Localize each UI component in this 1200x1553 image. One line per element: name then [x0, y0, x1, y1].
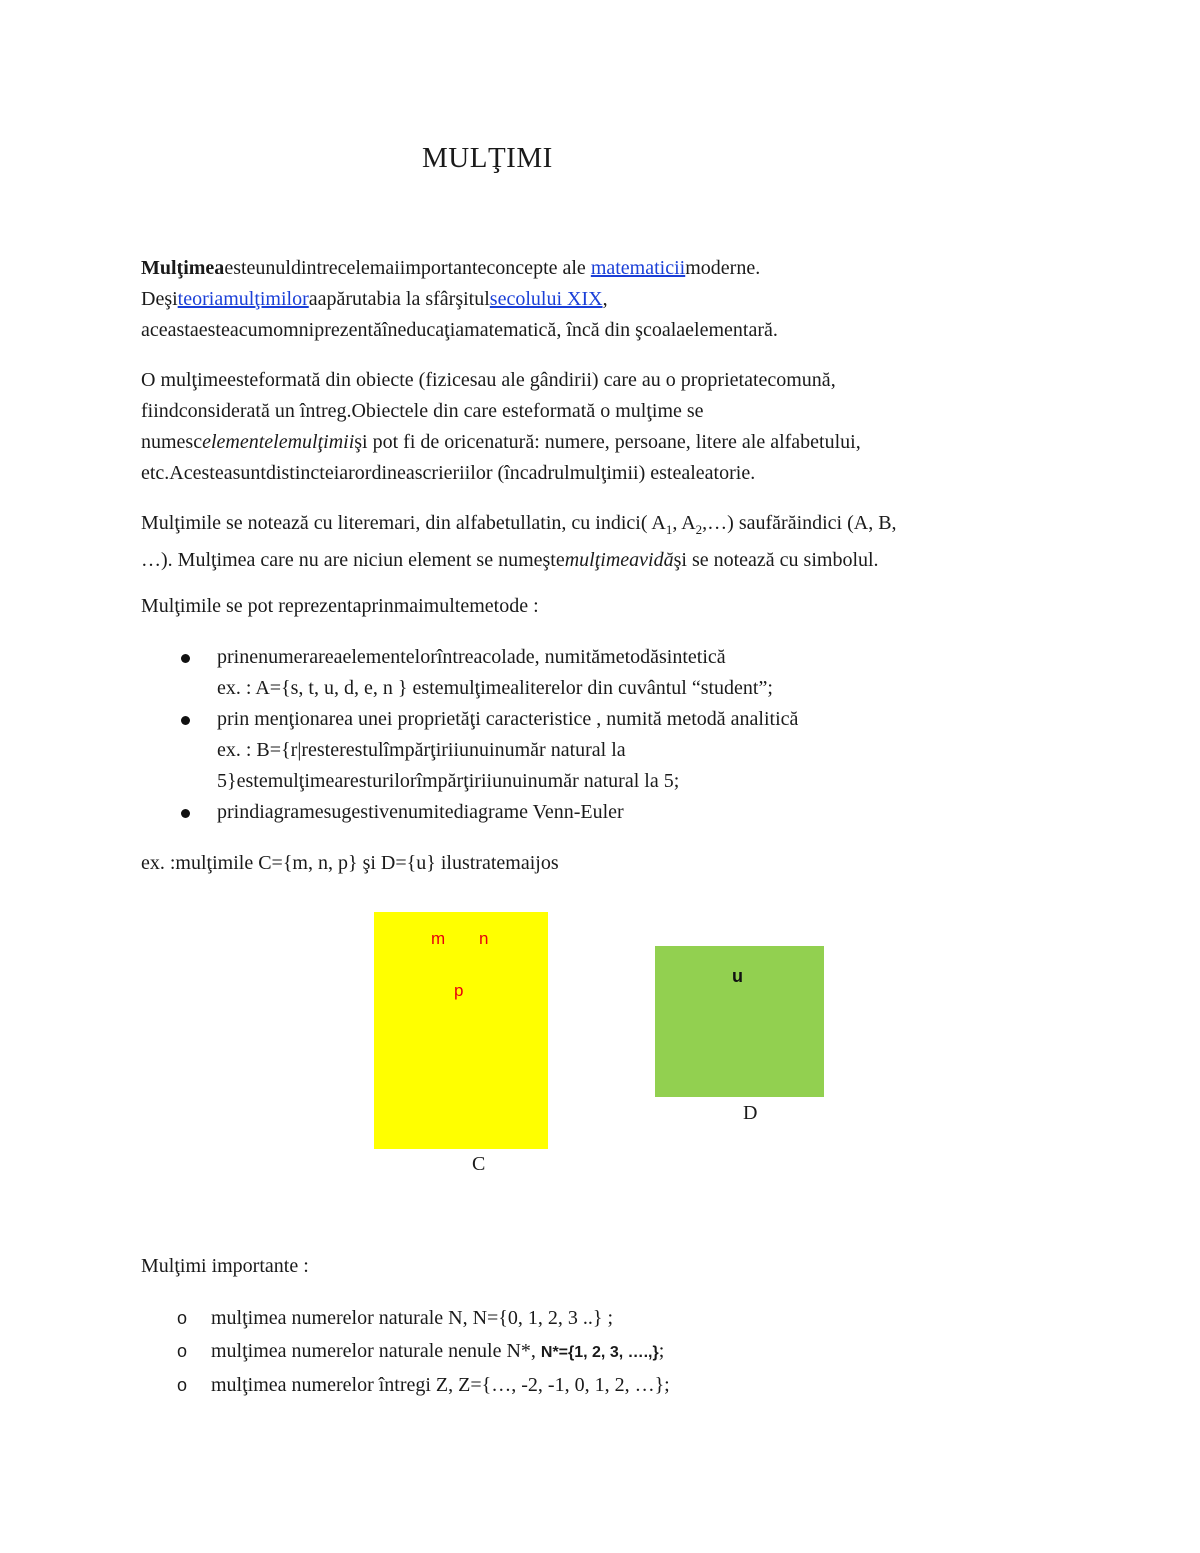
bullet-icon	[181, 654, 190, 663]
bullet-icon	[181, 809, 190, 818]
intro-text-1: esteunuldintrecelemaiimportanteconcepte ale	[224, 257, 591, 279]
definition-line-1: O mulţimeesteformată din obiecte (fizicesau ale gândirii) care au o proprietatecomună,	[141, 369, 836, 391]
intro-text-2: moderne.	[685, 257, 761, 279]
link-secolului-xix[interactable]: secolului XIX	[489, 288, 603, 310]
method-3-line-1: prindiagramesugestivenumitediagrame Venn-Euler	[217, 801, 624, 823]
method-2-line-3: 5}estemulţimearesturilorîmpărţiriiunuinumăr natural la 5;	[217, 770, 680, 792]
method-2-line-1: prin menţionarea unei proprietăţi caracteristice , numită metodă analitică	[217, 708, 799, 730]
subscript-2: 2	[695, 522, 703, 537]
important-item-2-extra: N*={1, 2, 3, ….,}	[540, 1344, 659, 1361]
set-d-element-u: u	[732, 966, 743, 986]
circle-bullet-icon: o	[177, 1308, 188, 1328]
intro-bold-term: Mulţimea	[141, 257, 225, 279]
method-1-line-1: prinenumerareaelementelorîntreacolade, numitămetodăsintetică	[217, 646, 726, 668]
intro-text-3: Deşi	[141, 288, 178, 310]
list-item	[141, 642, 1041, 704]
empty-set-term: mulţimeavidă	[564, 549, 674, 571]
circle-bullet-icon: o	[177, 1341, 188, 1361]
page-title: MULŢIMI	[422, 142, 553, 174]
definition-italic-term: elementelemulţimii	[202, 431, 355, 453]
circle-bullet-icon: o	[177, 1375, 188, 1395]
notation-mid: , A	[672, 512, 696, 534]
intro-text-4: aapărutabia la sfârşitul	[308, 288, 490, 310]
notation-line-2-pre: …). Mulţimea care nu are niciun element se numeşte	[141, 549, 565, 571]
definition-line-3-post: şi pot fi de oricenatură: numere, persoane, litere ale alfabetului,	[354, 431, 861, 453]
methods-intro: Mulţimile se pot reprezentaprinmaimultemetode :	[141, 595, 539, 617]
list-item	[141, 1369, 1041, 1402]
method-1-line-2: ex. : A={s, t, u, d, e, n } estemulţimealiterelor din cuvântul “student”;	[217, 677, 773, 699]
notation-line-1-post: ,…) saufărăindici (A, B,	[702, 512, 897, 534]
list-item	[141, 1335, 1041, 1369]
intro-paragraph	[141, 253, 1041, 346]
methods-list	[141, 642, 1041, 828]
link-teoria-multimilor[interactable]: teoriamulţimilor	[177, 288, 309, 310]
list-item	[141, 1302, 1041, 1335]
set-d-box	[655, 946, 824, 1097]
example-line: ex. :mulţimile C={m, n, p} şi D={u} ilustratemaijos	[141, 852, 559, 874]
notation-paragraph	[141, 508, 1041, 576]
important-heading: Mulţimi importante :	[141, 1255, 309, 1277]
link-matematicii[interactable]: matematicii	[590, 257, 686, 279]
list-item	[141, 704, 1041, 797]
set-c-element-n: n	[479, 929, 489, 948]
important-item-2-tail: ;	[658, 1340, 665, 1362]
subscript-1: 1	[665, 522, 673, 537]
important-item-2: mulţimea numerelor naturale nenule N*,	[211, 1340, 541, 1362]
intro-text-6: aceastaesteacumomniprezentăîneducaţiamatematică, încă din şcoalaelementară.	[141, 319, 778, 341]
set-c-element-p: p	[454, 981, 464, 1000]
set-c-label: C	[472, 1153, 486, 1175]
set-c-box	[374, 912, 548, 1149]
notation-line-1-pre: Mulţimile se notează cu literemari, din alfabetullatin, cu indici( A	[141, 512, 666, 534]
notation-line-2-post: şi se notează cu simbolul.	[673, 549, 879, 571]
definition-line-3-pre: numesc	[141, 431, 203, 453]
set-c-element-m: m	[431, 929, 446, 948]
intro-text-5: ,	[602, 288, 608, 310]
list-item	[141, 797, 1041, 828]
important-item-3: mulţimea numerelor întregi Z, Z={…, -2, -1, 0, 1, 2, …};	[211, 1374, 670, 1396]
definition-paragraph	[141, 365, 1041, 489]
definition-line-4: etc.Acesteasuntdistincteiarordineascrieriilor (încadrulmulţimii) estealeatorie.	[141, 462, 756, 484]
method-2-line-2: ex. : B={r|resterestulîmpărţiriiunuinumăr natural la	[217, 739, 626, 761]
bullet-icon	[181, 716, 190, 725]
important-item-1: mulţimea numerelor naturale N, N={0, 1, 2, 3 ..} ;	[211, 1307, 614, 1329]
important-list	[141, 1302, 1041, 1402]
definition-line-2: fiindconsiderată un întreg.Obiectele din care esteformată o mulţime se	[141, 400, 704, 422]
set-d-label: D	[743, 1102, 758, 1124]
